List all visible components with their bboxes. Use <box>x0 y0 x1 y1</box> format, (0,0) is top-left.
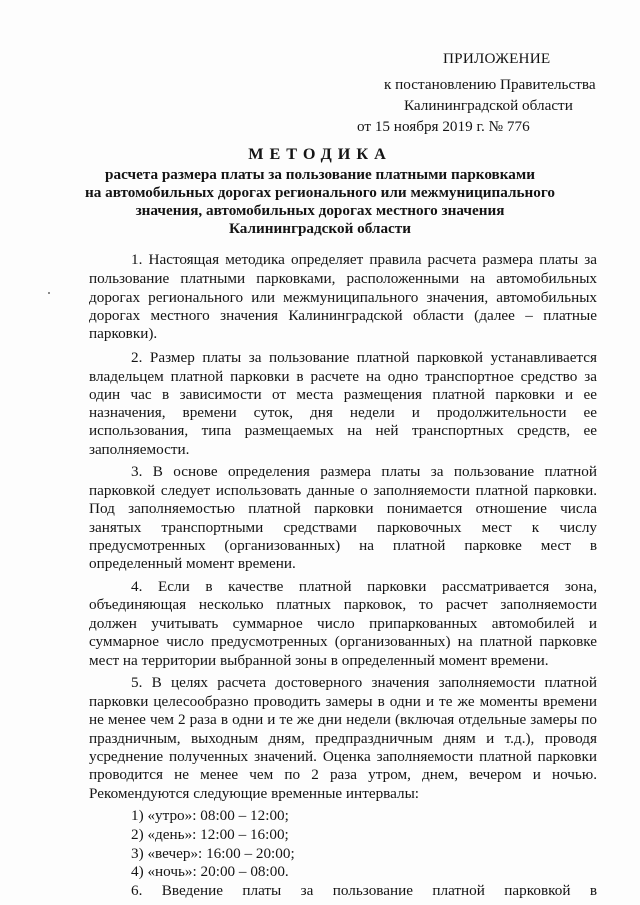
body-line: проводится не менее чем по 2 раза утром, днем, вечером и ночью. <box>89 766 597 783</box>
list-item: 3) «вечер»: 16:00 – 20:00; <box>131 845 295 862</box>
body-line: один час в зависимости от места размещения платной парковки и ее <box>89 386 597 403</box>
list-item: 4) «ночь»: 20:00 – 08:00. <box>131 863 289 880</box>
body-line: праздничным, выходным дням, предпраздничным дням и т.д.), проводя <box>89 730 597 747</box>
body-line: Рекомендуются следующие временные интервалы: <box>89 785 420 802</box>
header-title: ПРИЛОЖЕНИЕ <box>443 50 551 67</box>
subtitle-line-4: Калининградской области <box>229 220 411 237</box>
body-line: парковки). <box>89 325 158 342</box>
doc-title: МЕТОДИКА <box>248 145 392 163</box>
margin-dot <box>48 292 50 294</box>
body-line: заполняемости. <box>89 441 190 458</box>
body-line: 5. В целях расчета достоверного значения заполняемости платной <box>131 674 597 691</box>
body-line: парковки целесообразно проводить замеры в одни и те же моменты времени <box>89 693 597 710</box>
body-line: определенный момент времени. <box>89 555 296 572</box>
subtitle-line-3: значения, автомобильных дорогах местного значения <box>135 202 505 219</box>
body-line: использования, типа размещаемых на ней транспортных средств, ее <box>89 422 597 439</box>
body-line: должен учитывать суммарное число припаркованных автомобилей и <box>89 615 597 632</box>
body-line: 1. Настоящая методика определяет правила расчета размера платы за <box>131 251 597 268</box>
body-line: усреднение полученных значений. Оценка заполняемости платной парковки <box>89 748 597 765</box>
body-line: суммарное число предусмотренных (организованных) на платной парковке <box>89 633 597 650</box>
body-line: не менее чем 2 раза в одни и те же дни недели (включая отдельные замеры по <box>89 711 597 728</box>
header-line-3: от 15 ноября 2019 г. № 776 <box>357 118 530 135</box>
body-line: дорогах местного значения Калининградской области (далее – платные <box>89 307 597 324</box>
body-line: 6. Введение платы за пользование платной парковкой в <box>131 882 597 899</box>
list-item: 2) «день»: 12:00 – 16:00; <box>131 826 289 843</box>
body-line: владельцем платной парковки в расчете на одно транспортное средство за <box>89 368 597 385</box>
body-line: дорогах регионального или межмуниципального значения, автомобильных <box>89 289 597 306</box>
body-line: парковкой следует использовать данные о заполняемости платной парковки. <box>89 482 597 499</box>
body-line: Под заполняемостью платной парковки понимается отношение числа <box>89 500 597 517</box>
body-line: предусмотренных (организованных) на платной парковке мест в <box>89 537 597 554</box>
list-item: 1) «утро»: 08:00 – 12:00; <box>131 807 289 824</box>
subtitle-line-2: на автомобильных дорогах регионального или межмуниципального <box>84 184 555 201</box>
body-line: занятых транспортными средствами парковочных мест к числу <box>89 519 597 536</box>
body-line: 3. В основе определения размера платы за пользование платной <box>131 463 597 480</box>
header-line-1: к постановлению Правительства <box>384 76 596 93</box>
body-line: мест на территории выбранной зоны в определенный момент времени. <box>89 652 549 669</box>
subtitle-line-1: расчета размера платы за пользование платными парковками <box>105 166 535 183</box>
body-line: пользование платными парковками, расположенными на автомобильных <box>89 270 597 287</box>
body-line: назначения, времени суток, дня недели и продолжительности ее <box>89 404 597 421</box>
header-line-2: Калининградской области <box>404 97 573 114</box>
body-line: 2. Размер платы за пользование платной парковкой устанавливается <box>131 349 597 366</box>
body-line: объединяющая несколько платных парковок, то расчет заполняемости <box>89 596 597 613</box>
body-line: 4. Если в качестве платной парковки рассматривается зона, <box>131 578 597 595</box>
